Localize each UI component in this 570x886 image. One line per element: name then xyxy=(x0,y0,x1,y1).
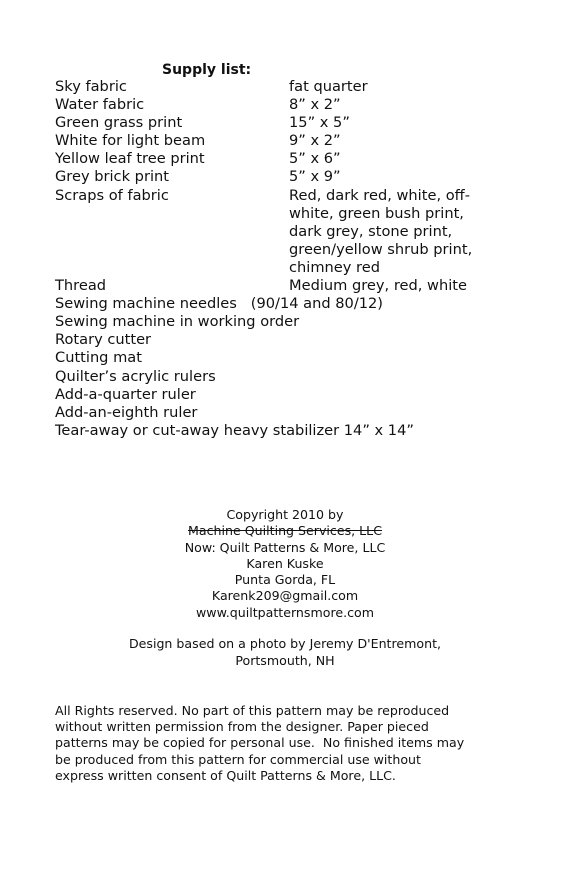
supply-line: Tear-away or cut-away heavy stabilizer 14” x 14” xyxy=(55,421,414,439)
supply-amount xyxy=(289,168,489,186)
supply-row xyxy=(55,78,555,96)
supply-line: Sewing machine needles (90/14 and 80/12) xyxy=(55,295,383,313)
supply-amount xyxy=(289,132,489,150)
supply-line: Rotary cutter xyxy=(55,331,152,349)
supply-item: Grey brick print xyxy=(55,168,169,186)
supply-amount xyxy=(289,187,489,277)
supply-amount-line: dark grey, stone print, xyxy=(289,222,453,240)
supply-amount xyxy=(289,277,489,295)
supply-row xyxy=(55,96,555,114)
rights-notice xyxy=(55,703,525,784)
supply-amount xyxy=(289,114,489,132)
supply-row xyxy=(55,114,555,132)
old-company-name: Machine Quilting Services, LLC xyxy=(188,523,382,539)
author-email: Karenk209@gmail.com xyxy=(211,588,359,604)
supply-item: Thread xyxy=(55,277,107,295)
website-url: www.quiltpatternsmore.com xyxy=(195,604,374,620)
supply-list-title: Supply list: xyxy=(162,62,252,78)
supply-item: Scraps of fabric xyxy=(55,186,169,204)
design-credit xyxy=(0,636,570,669)
supply-item: Green grass print xyxy=(55,114,183,132)
supply-amount-line: green/yellow shrub print, xyxy=(289,240,473,258)
rights-line: without written permission from the designer. Paper pieced xyxy=(55,719,429,735)
supply-row xyxy=(55,168,555,186)
supply-line: Sewing machine in working order xyxy=(55,313,300,331)
supply-item: Water fabric xyxy=(55,96,145,114)
design-credit-line: Design based on a photo by Jeremy D'Entremont, xyxy=(128,636,442,651)
supply-row xyxy=(55,187,555,277)
supply-amount-line: 8” x 2” xyxy=(289,96,341,114)
author-location: Punta Gorda, FL xyxy=(234,572,336,588)
rights-line: All Rights reserved. No part of this pattern may be reproduced xyxy=(55,703,450,718)
design-credit-location: Portsmouth, NH xyxy=(235,652,335,668)
rights-line: be produced from this pattern for commercial use without xyxy=(55,751,421,767)
copyright-block xyxy=(0,507,570,621)
new-company-name: Now: Quilt Patterns & More, LLC xyxy=(184,539,386,555)
supply-amount-line: Medium grey, red, white xyxy=(289,277,467,295)
supply-amount-line: 5” x 9” xyxy=(289,168,341,186)
supply-amount xyxy=(289,96,489,114)
supply-amount-line: fat quarter xyxy=(289,78,368,95)
supply-amount xyxy=(289,150,489,168)
copyright-line: Copyright 2010 by xyxy=(226,507,344,522)
supply-amount xyxy=(289,78,489,96)
supply-item: White for light beam xyxy=(55,132,206,150)
supply-amount-line: 15” x 5” xyxy=(289,114,350,132)
supply-amount-line: chimney red xyxy=(289,258,380,276)
supply-line: Cutting mat xyxy=(55,349,142,367)
supply-row xyxy=(55,150,555,168)
supply-amount-line: 5” x 6” xyxy=(289,150,341,168)
supply-amount-line: 9” x 2” xyxy=(289,132,341,150)
supply-item: Sky fabric xyxy=(55,78,127,95)
supply-amount-line: white, green bush print, xyxy=(289,204,464,222)
supply-row xyxy=(55,277,555,295)
author-name: Karen Kuske xyxy=(246,555,324,571)
supply-item: Yellow leaf tree print xyxy=(55,150,205,168)
supply-line: Add-a-quarter ruler xyxy=(55,385,196,403)
supply-line: Add-an-eighth ruler xyxy=(55,403,198,421)
supply-row xyxy=(55,132,555,150)
rights-line: express written consent of Quilt Patterns & More, LLC. xyxy=(55,767,396,783)
rights-line: patterns may be copied for personal use. No finished items may xyxy=(55,735,465,751)
supply-list xyxy=(55,78,555,440)
supply-amount-line: Red, dark red, white, off- xyxy=(289,186,470,204)
supply-line: Quilter’s acrylic rulers xyxy=(55,367,216,385)
